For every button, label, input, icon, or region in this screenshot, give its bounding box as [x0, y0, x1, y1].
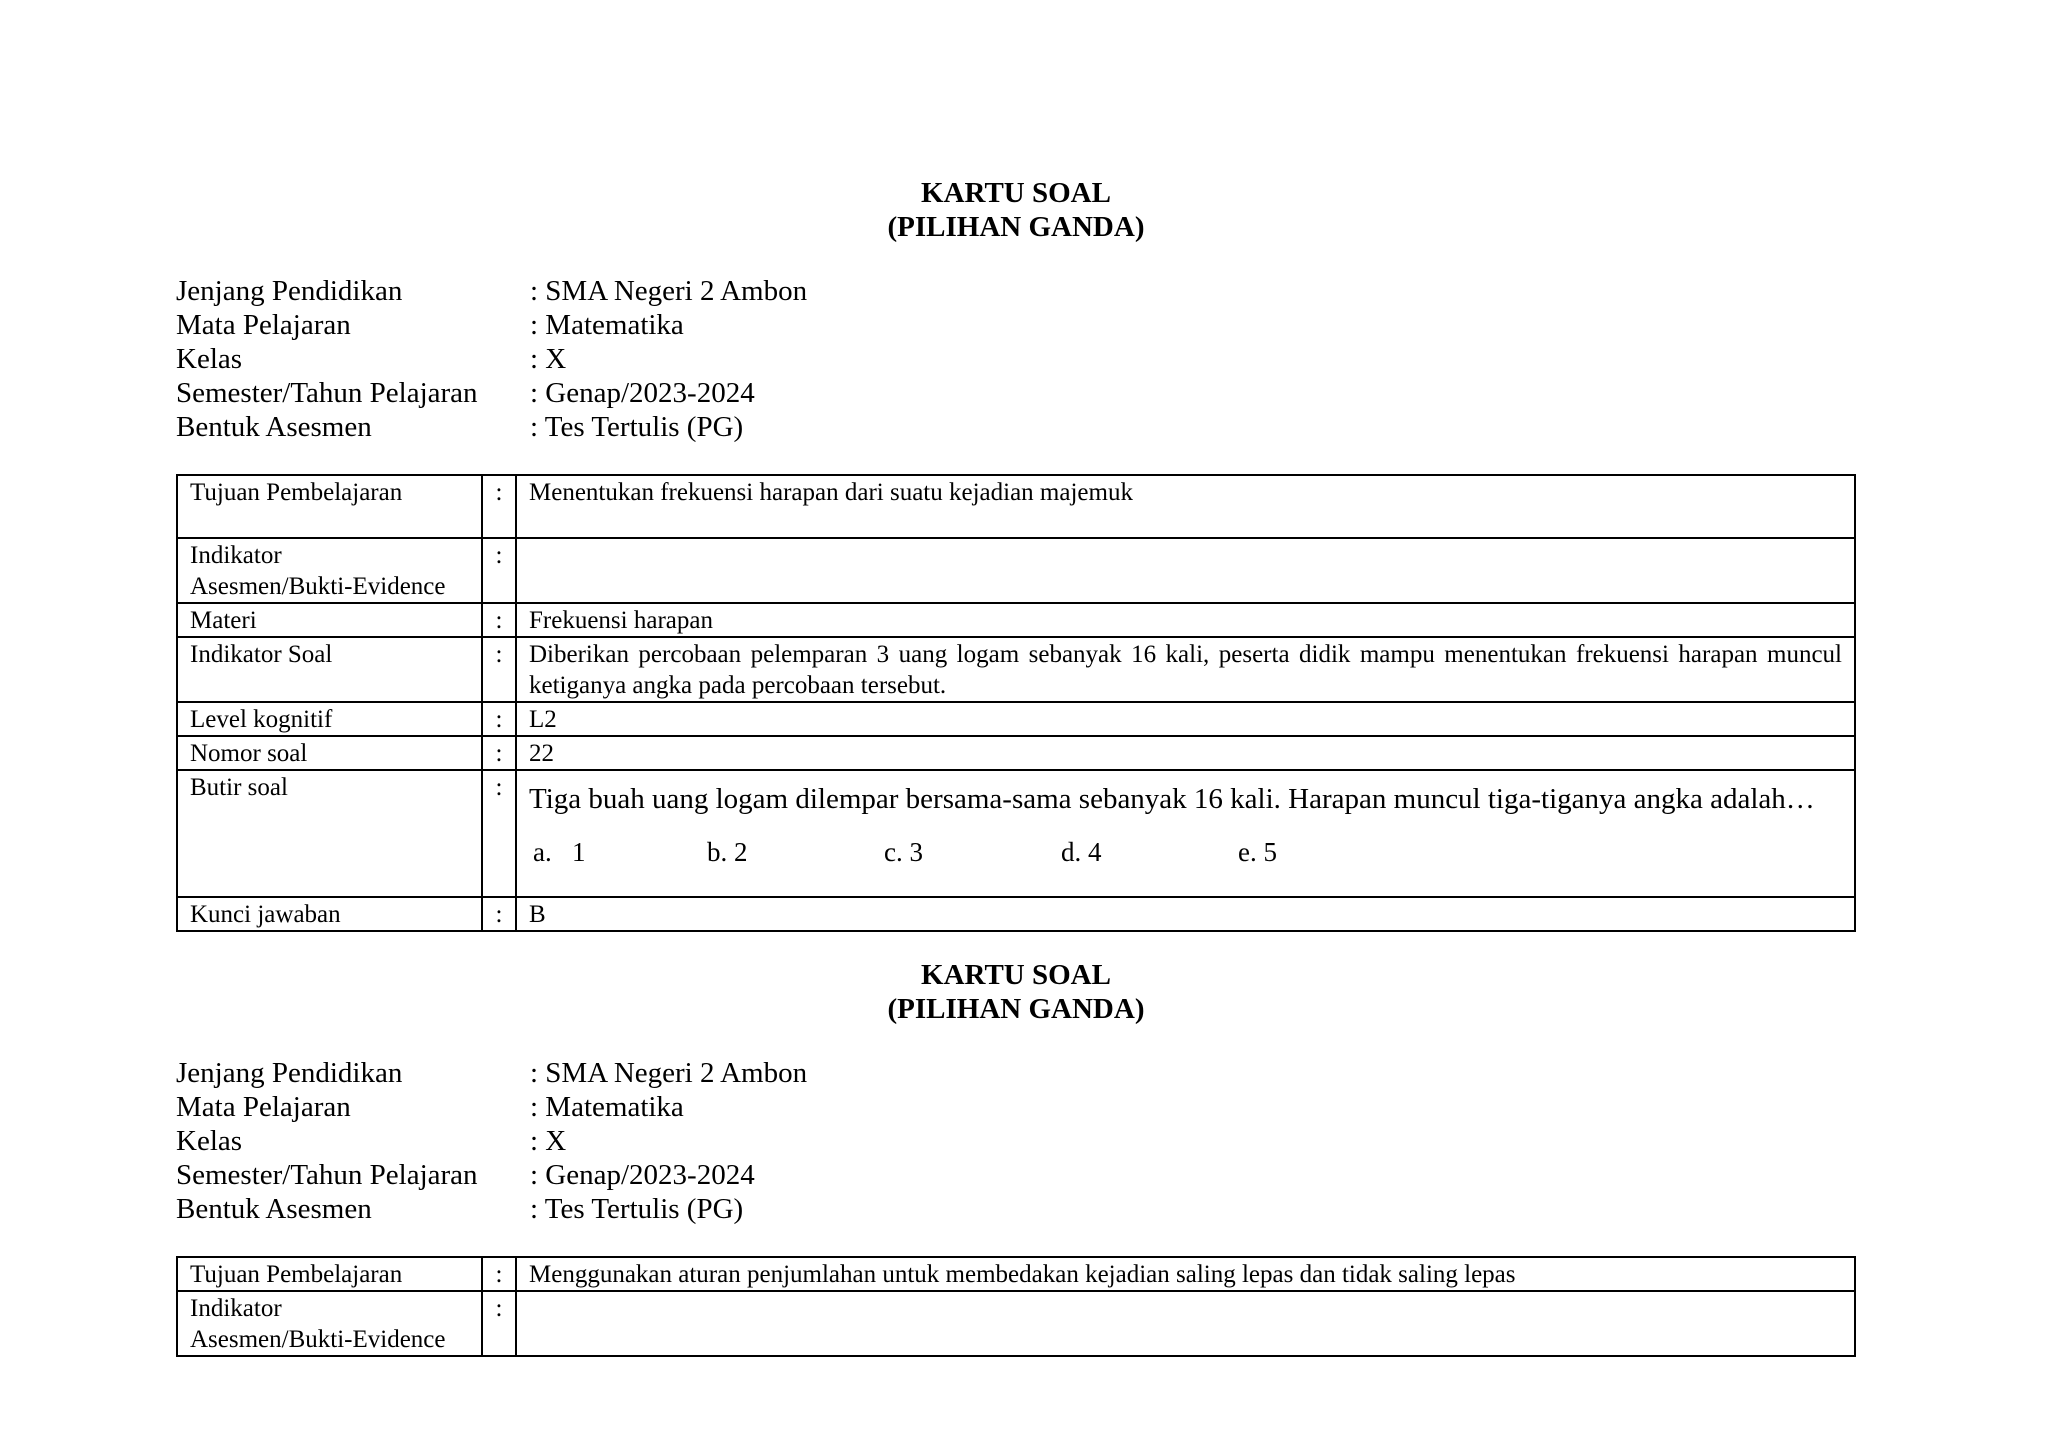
question-text: Tiga buah uang logam dilempar bersama-sama sebanyak 16 kali. Harapan muncul tiga-tiganya angka adalah…	[529, 783, 1815, 815]
row-value: L2	[516, 702, 1855, 736]
identity-label: Bentuk Asesmen	[176, 1193, 372, 1225]
card-title-line2: (PILIHAN GANDA)	[887, 993, 1145, 1025]
identity-value: : Genap/2023-2024	[530, 377, 755, 409]
row-colon: :	[482, 770, 516, 897]
row-indikator-soal	[177, 637, 1855, 702]
identity-row-mapel	[176, 1090, 1856, 1124]
identity-value: : SMA Negeri 2 Ambon	[530, 1057, 808, 1089]
row-butir	[177, 770, 1855, 897]
row-colon: :	[482, 702, 516, 736]
row-label-line2: Asesmen/Bukti-Evidence	[190, 1326, 446, 1353]
row-kunci	[177, 897, 1855, 931]
option-d: d. 4	[1061, 837, 1102, 867]
option-e: e. 5	[1238, 837, 1277, 867]
identity-row-kelas	[176, 342, 1856, 376]
row-label	[177, 1291, 482, 1356]
identity-row-bentuk	[176, 410, 1856, 444]
row-value	[516, 770, 1855, 897]
row-label-line2: Asesmen/Bukti-Evidence	[190, 573, 446, 600]
identity-value: : Tes Tertulis (PG)	[530, 1193, 744, 1225]
row-colon: :	[482, 1257, 516, 1291]
identity-row-mapel	[176, 308, 1856, 342]
identity-label: Kelas	[176, 1125, 243, 1157]
row-label: Kunci jawaban	[177, 897, 482, 931]
row-label: Nomor soal	[177, 736, 482, 770]
row-colon: :	[482, 637, 516, 702]
row-colon: :	[482, 475, 516, 538]
identity-block	[176, 1056, 1856, 1226]
row-materi	[177, 603, 1855, 637]
row-label	[177, 538, 482, 603]
identity-label: Bentuk Asesmen	[176, 411, 372, 443]
row-value: Menentukan frekuensi harapan dari suatu kejadian majemuk	[516, 475, 1855, 538]
identity-label: Jenjang Pendidikan	[176, 275, 403, 307]
row-value: Frekuensi harapan	[516, 603, 1855, 637]
identity-value: : X	[530, 1125, 567, 1157]
identity-label: Semester/Tahun Pelajaran	[176, 377, 478, 409]
identity-row-jenjang	[176, 274, 1856, 308]
identity-label: Jenjang Pendidikan	[176, 1057, 403, 1089]
soal-table	[176, 474, 1856, 932]
option-c: c. 3	[884, 837, 923, 867]
option-a: a. 1	[533, 837, 586, 867]
identity-value: : Matematika	[530, 1091, 684, 1123]
row-value: 22	[516, 736, 1855, 770]
row-value	[516, 1291, 1855, 1356]
row-colon: :	[482, 1291, 516, 1356]
row-tujuan	[177, 1257, 1855, 1291]
identity-label: Mata Pelajaran	[176, 1091, 351, 1123]
row-label: Level kognitif	[177, 702, 482, 736]
card-title-line1: KARTU SOAL	[921, 177, 1111, 209]
identity-row-jenjang	[176, 1056, 1856, 1090]
identity-label: Semester/Tahun Pelajaran	[176, 1159, 478, 1191]
answer-options	[529, 836, 1842, 868]
identity-block	[176, 274, 1856, 444]
row-value: Diberikan percobaan pelemparan 3 uang logam sebanyak 16 kali, peserta didik mampu menentukan frekuensi harapan muncul ketiganya angka pada percobaan tersebut.	[516, 637, 1855, 702]
identity-row-bentuk	[176, 1192, 1856, 1226]
option-b: b. 2	[707, 837, 748, 867]
row-indikator-asesmen	[177, 538, 1855, 603]
row-label: Tujuan Pembelajaran	[177, 1257, 482, 1291]
row-label-line1: Indikator	[190, 1295, 282, 1322]
card-title	[176, 958, 1856, 1026]
identity-value: : Matematika	[530, 309, 684, 341]
row-indikator-asesmen	[177, 1291, 1855, 1356]
identity-label: Kelas	[176, 343, 243, 375]
row-value	[516, 538, 1855, 603]
row-colon: :	[482, 897, 516, 931]
row-value: B	[516, 897, 1855, 931]
row-label: Tujuan Pembelajaran	[177, 475, 482, 538]
kartu-soal-card-2	[176, 958, 1856, 1357]
row-colon: :	[482, 603, 516, 637]
row-label: Materi	[177, 603, 482, 637]
identity-value: : X	[530, 343, 567, 375]
row-label: Butir soal	[177, 770, 482, 897]
row-tujuan	[177, 475, 1855, 538]
identity-row-semester	[176, 1158, 1856, 1192]
identity-value: : Tes Tertulis (PG)	[530, 411, 744, 443]
soal-table	[176, 1256, 1856, 1357]
kartu-soal-card-1	[176, 176, 1856, 932]
row-colon: :	[482, 538, 516, 603]
row-colon: :	[482, 736, 516, 770]
identity-value: : SMA Negeri 2 Ambon	[530, 275, 808, 307]
row-value: Menggunakan aturan penjumlahan untuk membedakan kejadian saling lepas dan tidak saling lepas	[516, 1257, 1855, 1291]
identity-row-semester	[176, 376, 1856, 410]
identity-value: : Genap/2023-2024	[530, 1159, 755, 1191]
card-title	[176, 176, 1856, 244]
identity-row-kelas	[176, 1124, 1856, 1158]
row-nomor	[177, 736, 1855, 770]
identity-label: Mata Pelajaran	[176, 309, 351, 341]
card-title-line2: (PILIHAN GANDA)	[887, 211, 1145, 243]
row-label: Indikator Soal	[177, 637, 482, 702]
card-title-line1: KARTU SOAL	[921, 959, 1111, 991]
row-label-line1: Indikator	[190, 542, 282, 569]
row-level	[177, 702, 1855, 736]
